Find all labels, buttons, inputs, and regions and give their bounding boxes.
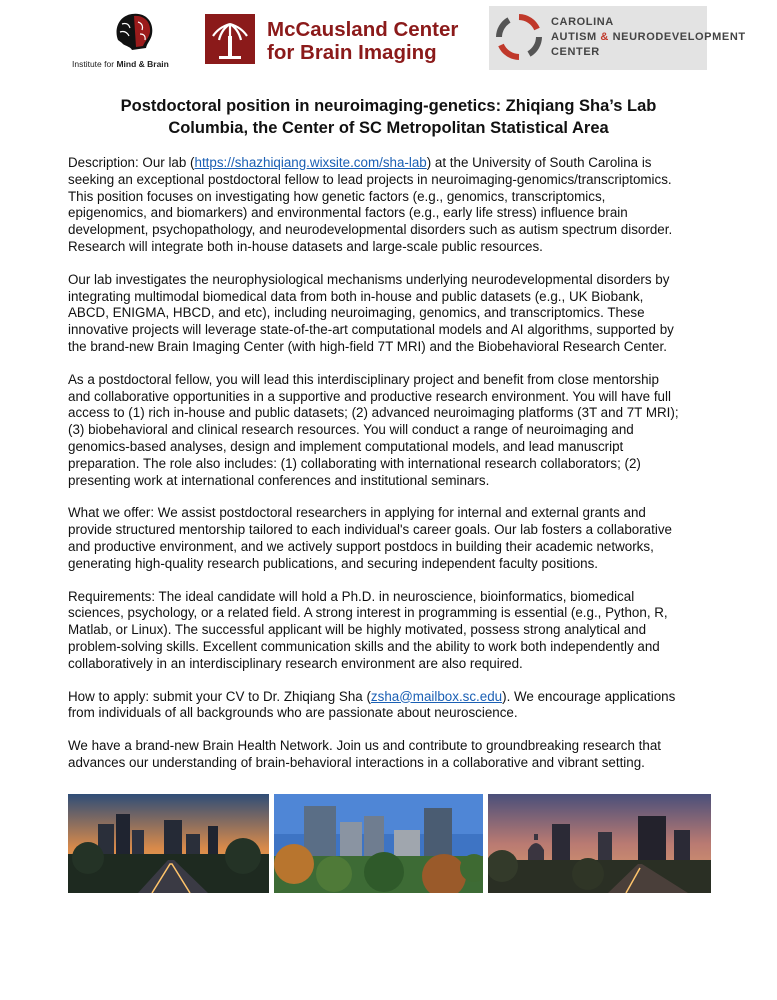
paragraph-line: (3) biobehavioral and clinical research resources. You will conduct a range of neuroimaging and [68, 422, 634, 438]
how-to-apply-paragraph [68, 689, 713, 723]
paragraph-line: We have a brand-new Brain Health Network. Join us and contribute to groundbreaking research that [68, 738, 661, 754]
page-title [0, 95, 777, 139]
logo-bar [0, 6, 777, 72]
paragraph-line: genomics-based analyses, design and implement computational models, and lead manuscript [68, 438, 624, 454]
title-line-1: Postdoctoral position in neuroimaging-genetics: Zhiqiang Sha’s Lab [120, 97, 657, 115]
paragraph-line: ABCD, ENIGMA, HBCD, and etc), including neuroimaging, genomics, and transcriptomics. These [68, 305, 645, 321]
paragraph-line: and collaborative opportunities in a supportive and productive research environment. You will have full [68, 388, 671, 404]
lab-website-link[interactable]: https://shazhiqiang.wixsite.com/sha-lab [194, 155, 427, 170]
institute-label: Institute for Mind & Brain [72, 59, 169, 69]
paragraph-line: What we offer: We assist postdoctoral researchers in applying for internal and external grants and [68, 505, 646, 521]
lab-research-paragraph [68, 272, 713, 356]
paragraph-line: As a postdoctoral fellow, you will lead this interdisciplinary project and benefit from close mentorship [68, 371, 659, 387]
paragraph-line: collaboratively in an interdisciplinary research environment are also required. [68, 655, 523, 671]
paragraph-line: development, psychopathology, and neurodevelopmental disorders such as autism spectrum disorder. [68, 222, 673, 238]
paragraph-line: integrating multimodal biomedical data from both in-house and public datasets (e.g., UK Biobank, [68, 288, 644, 304]
job-description [68, 155, 713, 788]
paragraph-line: This position focuses on investigating how genetic factors (e.g., genomics, transcriptomics, [68, 188, 606, 204]
description-line-1: Description: Our lab (https://shazhiqiang.wixsite.com/sha-lab) at the University of South Carolina is [68, 155, 652, 170]
carolina-autism-center-logo [489, 6, 746, 70]
apply-line-1: How to apply: submit your CV to Dr. Zhiqiang Sha (zsha@mailbox.sc.edu). We encourage applications [68, 688, 676, 704]
paragraph-line: Requirements: The ideal candidate will hold a Ph.D. in neuroscience, bioinformatics, biomedical [68, 588, 635, 604]
paragraph-line: generating high-quality research publications, and securing independent faculty positions. [68, 555, 599, 571]
paragraph-line: advances our understanding of brain-behavioral interactions in a collaborative and vibrant setting. [68, 754, 645, 770]
paragraph-line: presenting work at international conferences and institutional seminars. [68, 472, 490, 488]
postdoc-role-paragraph [68, 372, 713, 490]
paragraph-line: Our lab investigates the neurophysiological mechanisms underlying neurodevelopmental disorders by [68, 271, 670, 287]
capitol-dusk-photo [488, 794, 711, 893]
paragraph-line: Research will integrate both in-house datasets and large-scale public resources. [68, 238, 543, 254]
city-skyline-dusk-photo [68, 794, 269, 893]
paragraph-line: Matlab, or Linux). The successful applicant will be highly motivated, possess strong analytical and [68, 622, 647, 638]
paragraph-line: the brand-new Brain Imaging Center (with high-field 7T MRI) and the Biobehavioral Research Center. [68, 338, 667, 354]
palmetto-tree-icon [205, 14, 255, 64]
paragraph-line: sciences, psychology, or a related field. A strong interest in programming is essential (e.g., Python, R, [68, 605, 668, 621]
brain-health-network-paragraph [68, 738, 713, 772]
mccausland-wordmark: McCausland Center for Brain Imaging [267, 18, 459, 64]
paragraph-line: innovative projects will leverage state-of-the-art computational models and AI algorithms, supported by [68, 322, 674, 338]
title-line-2: Columbia, the Center of SC Metropolitan Statistical Area [168, 119, 609, 137]
paragraph-line: from individuals of all backgrounds who are passionate about neuroscience. [68, 705, 518, 721]
description-paragraph [68, 155, 713, 256]
brain-head-icon [112, 10, 156, 54]
paragraph-line: access to (1) rich in-house and public datasets; (2) advanced neuroimaging platforms (3T and 7T MRI); [68, 405, 679, 421]
paragraph-line: preparation. The role also includes: (1) collaborating with international research collaborators; (2) [68, 455, 641, 471]
city-skyline-day-photo [274, 794, 483, 893]
carolina-wordmark: CAROLINA AUTISM & NEURODEVELOPMENT CENTER [551, 16, 746, 58]
city-photo-strip [68, 794, 711, 893]
paragraph-line: and productive environment, and we actively support postdocs in building their academic networks, [68, 538, 654, 554]
mccausland-center-logo [205, 12, 485, 68]
what-we-offer-paragraph [68, 505, 713, 572]
ring-arrows-icon [495, 13, 543, 61]
contact-email-link[interactable]: zsha@mailbox.sc.edu [370, 688, 503, 704]
institute-mind-brain-logo [72, 8, 196, 72]
paragraph-line: seeking an exceptional postdoctoral fellow to lead projects in neuroimaging-genomics/transcriptomics. [68, 171, 672, 187]
requirements-paragraph [68, 589, 713, 673]
paragraph-line: problem-solving skills. Excellent communication skills and the ability to work both independently and [68, 638, 660, 654]
paragraph-line: provide structured mentorship tailored to each individual's career goals. Our lab fosters a collaborative [68, 522, 672, 538]
paragraph-line: epigenomics, and biomarkers) and environmental factors (e.g., early life stress) influence brain [68, 205, 628, 221]
